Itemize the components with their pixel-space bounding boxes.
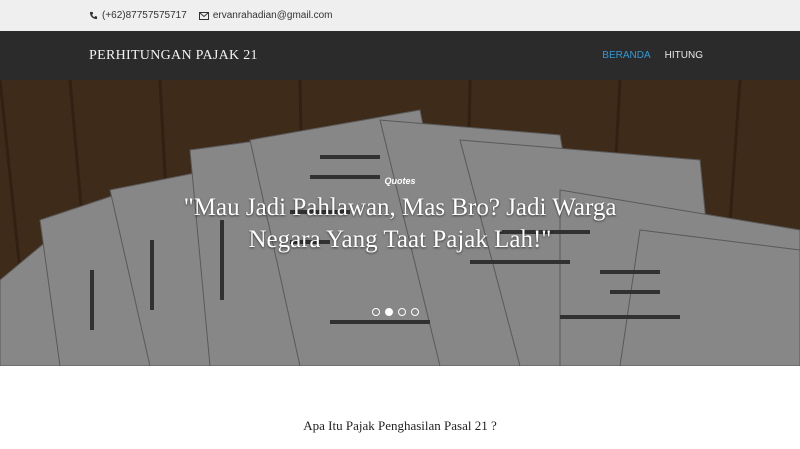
nav-item-beranda[interactable]: BERANDA (602, 50, 651, 61)
phone-icon (89, 11, 98, 20)
carousel-dot[interactable] (398, 308, 406, 316)
email-address: ervanrahadian@gmail.com (212, 10, 333, 21)
carousel-dot[interactable] (411, 308, 419, 316)
quote-label: Quotes (384, 176, 416, 186)
phone-contact (89, 10, 187, 21)
envelope-icon (199, 12, 209, 20)
hero-quote: "Mau Jadi Pahlawan, Mas Bro? Jadi Warga Negara Yang Taat Pajak Lah!" (183, 194, 617, 253)
top-contact-bar (0, 0, 800, 31)
nav-menu (602, 50, 703, 61)
hero-caption (0, 176, 800, 256)
nav-item-hitung[interactable]: HITUNG (664, 50, 703, 61)
section-title: Apa Itu Pajak Penghasilan Pasal 21 ? (303, 418, 497, 433)
hero-carousel (0, 80, 800, 366)
main-navbar (0, 31, 800, 80)
site-brand[interactable]: PERHITUNGAN PAJAK 21 (89, 47, 258, 63)
carousel-dot[interactable] (385, 308, 393, 316)
phone-number: (+62)87757575717 (102, 10, 187, 21)
carousel-dot[interactable] (372, 308, 380, 316)
email-contact (199, 10, 333, 21)
carousel-indicators (372, 308, 419, 316)
